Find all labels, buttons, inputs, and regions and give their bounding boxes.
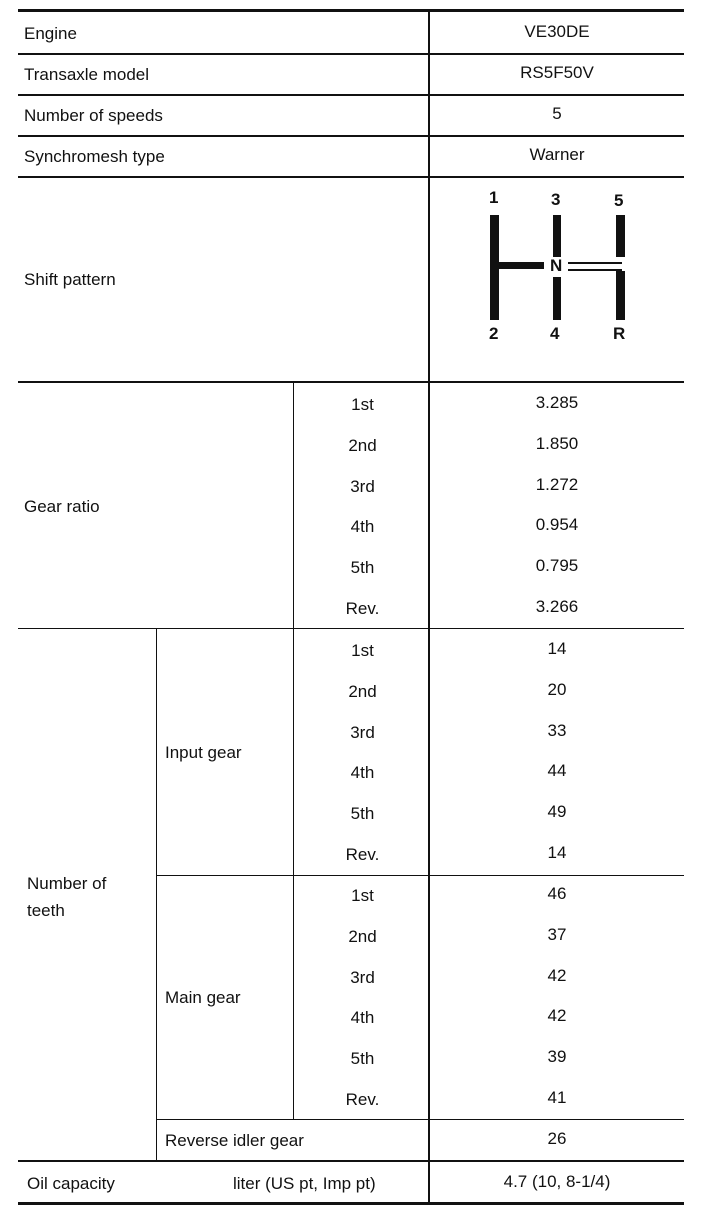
speeds-label: Number of speeds	[24, 106, 163, 125]
oil-capacity-value: 4.7 (10, 8-1/4)	[503, 1172, 611, 1191]
value-cell: 3.266	[535, 597, 579, 616]
value-cell: 33	[547, 720, 567, 740]
engine-value: VE30DE	[524, 22, 590, 41]
gear-5-label: 5	[614, 191, 624, 210]
transaxle-value: RS5F50V	[520, 63, 594, 82]
gear-cell: 3rd	[350, 722, 375, 742]
value-cell: 1.272	[535, 474, 579, 494]
gear-cell: 3rd	[350, 476, 375, 496]
gear-cell: Rev.	[345, 845, 380, 864]
value-cell: 14	[547, 639, 567, 658]
gear-cell: 2nd	[348, 681, 377, 701]
gear-divider	[293, 381, 294, 1119]
input-gear-label: Input gear	[165, 743, 242, 762]
rule-top	[18, 9, 684, 12]
oil-capacity-unit: liter (US pt, Imp pt)	[233, 1174, 376, 1193]
rule	[18, 135, 684, 137]
value-cell: 1.850	[535, 433, 579, 453]
value-cell: 41	[547, 1088, 567, 1107]
teeth-divider	[156, 628, 157, 1161]
teeth-label-line1: Number of	[27, 874, 107, 893]
gate-3-4	[553, 277, 561, 320]
gear-ratio-label: Gear ratio	[24, 497, 100, 516]
gear-cell: 2nd	[348, 926, 377, 946]
gear-cell: 4th	[350, 1008, 375, 1028]
rule	[18, 53, 684, 55]
main-gear-label: Main gear	[165, 988, 241, 1007]
transaxle-label: Transaxle model	[24, 65, 150, 84]
gear-cell: Rev.	[345, 599, 380, 618]
neutral-rail	[498, 262, 544, 269]
neutral-label: N	[550, 256, 563, 275]
reverse-idler-label: Reverse idler gear	[165, 1131, 304, 1150]
value-cell: 0.954	[535, 515, 579, 535]
value-cell: 44	[547, 761, 567, 781]
rule	[18, 1160, 684, 1162]
gear-r-label: R	[613, 324, 626, 343]
gear-4-label: 4	[550, 324, 560, 343]
gear-cell: 3rd	[350, 967, 375, 987]
gate-5-r	[616, 271, 625, 320]
rule	[18, 176, 684, 178]
oil-capacity-label: Oil capacity	[27, 1174, 115, 1193]
gate-3-4	[553, 215, 561, 257]
gear-3-label: 3	[551, 190, 561, 209]
gear-cell: 1st	[351, 395, 374, 414]
rule-bottom	[18, 1202, 684, 1205]
gear-cell: Rev.	[345, 1090, 380, 1109]
neutral-rail	[568, 269, 622, 271]
gear-cell: 1st	[351, 886, 374, 905]
value-cell: 20	[547, 679, 567, 699]
rule	[156, 875, 684, 876]
rule	[18, 628, 684, 629]
gear-cell: 5th	[350, 558, 375, 578]
reverse-idler-value: 26	[547, 1129, 567, 1148]
synchro-label: Synchromesh type	[24, 147, 165, 166]
speeds-value: 5	[552, 104, 562, 123]
value-cell: 3.285	[535, 393, 579, 412]
neutral-rail	[568, 262, 622, 264]
gear-1-label: 1	[489, 188, 499, 207]
gear-cell: 5th	[350, 804, 375, 824]
gear-cell: 4th	[350, 517, 375, 537]
shift-pattern-diagram	[470, 185, 650, 350]
value-cell: 49	[547, 802, 567, 822]
value-cell: 42	[547, 1006, 567, 1026]
value-cell: 46	[547, 884, 567, 903]
gear-2-label: 2	[489, 324, 499, 343]
value-cell: 14	[547, 843, 567, 862]
value-cell: 42	[547, 965, 567, 985]
gear-cell: 4th	[350, 763, 375, 783]
rule	[18, 381, 684, 383]
rule	[18, 94, 684, 96]
value-cell: 39	[547, 1047, 567, 1067]
gear-cell: 1st	[351, 641, 374, 660]
engine-label: Engine	[24, 24, 77, 43]
gate-5-r	[616, 215, 625, 257]
synchro-value: Warner	[529, 145, 585, 164]
value-cell: 0.795	[535, 556, 579, 576]
teeth-label-line2: teeth	[27, 901, 65, 920]
gear-cell: 2nd	[348, 435, 377, 455]
shift-pattern-label: Shift pattern	[24, 270, 116, 289]
rule	[156, 1119, 684, 1120]
value-cell: 37	[547, 924, 567, 944]
gear-cell: 5th	[350, 1049, 375, 1069]
